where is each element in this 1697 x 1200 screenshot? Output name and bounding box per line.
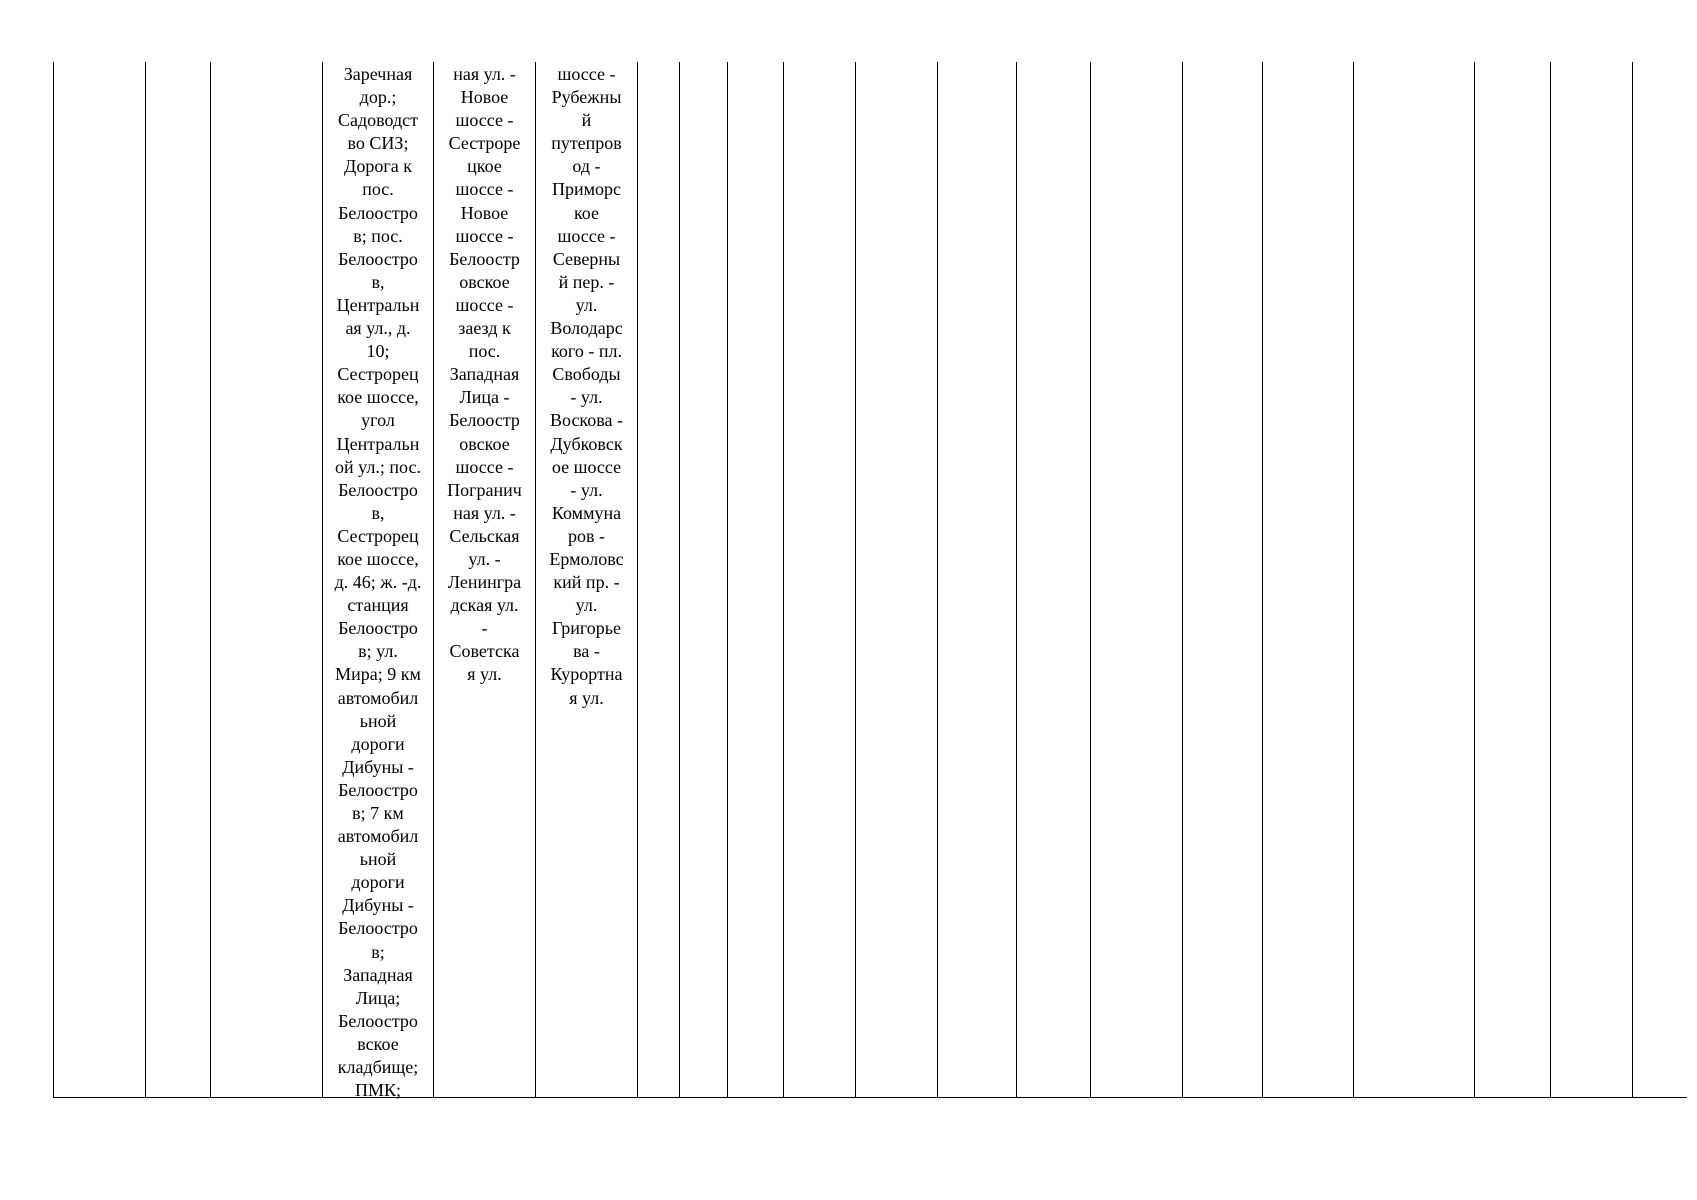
column-divider bbox=[1262, 62, 1263, 1098]
column-divider bbox=[727, 62, 728, 1098]
column-divider bbox=[937, 62, 938, 1098]
column-divider bbox=[637, 62, 638, 1098]
column-divider bbox=[855, 62, 856, 1098]
column-divider bbox=[145, 62, 146, 1098]
table-frame bbox=[53, 62, 1687, 1098]
column-divider bbox=[1016, 62, 1017, 1098]
column-divider bbox=[1353, 62, 1354, 1098]
column-divider bbox=[679, 62, 680, 1098]
table-cell: Заречная дор.; Садоводст во СИЗ; Дорога к пос. Белоостро в; пос. Белоостро в, Центральн ая ул., д. 10; Сестрорец кое шоссе, угол Центральн ой ул.; пос. Белоостро в, Сестрорец кое шоссе, д. 46; ж. -д. станция Белоостро в; ул. Мира; 9 км автомобил ьной дороги Дибуны - Белоостро в; 7 км автомобил ьной дороги Дибуны - Белоостро в; Западная Лица; Белоостро вское кладбище; ПМК; bbox=[334, 64, 422, 1101]
column-divider bbox=[1632, 62, 1633, 1098]
table-cell: шоссе - Рубежны й путепров од - Приморс кое шоссе - Северны й пер. - ул. Володарс кого - пл. Свободы - ул. Воскова - Дубковск ое шоссе - ул. Коммуна ров - Ермоловс кий пр. - ул. Григорье ва - Курортна я ул. bbox=[549, 64, 624, 708]
column-divider bbox=[1182, 62, 1183, 1098]
column-divider bbox=[1474, 62, 1475, 1098]
column-divider bbox=[210, 62, 211, 1098]
table-cell: ная ул. - Новое шоссе - Сестроре цкое шоссе - Новое шоссе - Белоостр овское шоссе - заезд к пос. Западная Лица - Белоостр овское шоссе - Погранич ная ул. - Сельская ул. - Ленингра дская ул. - Советска я ул. bbox=[447, 64, 522, 685]
column-divider bbox=[783, 62, 784, 1098]
column-divider bbox=[1090, 62, 1091, 1098]
column-divider bbox=[1550, 62, 1551, 1098]
